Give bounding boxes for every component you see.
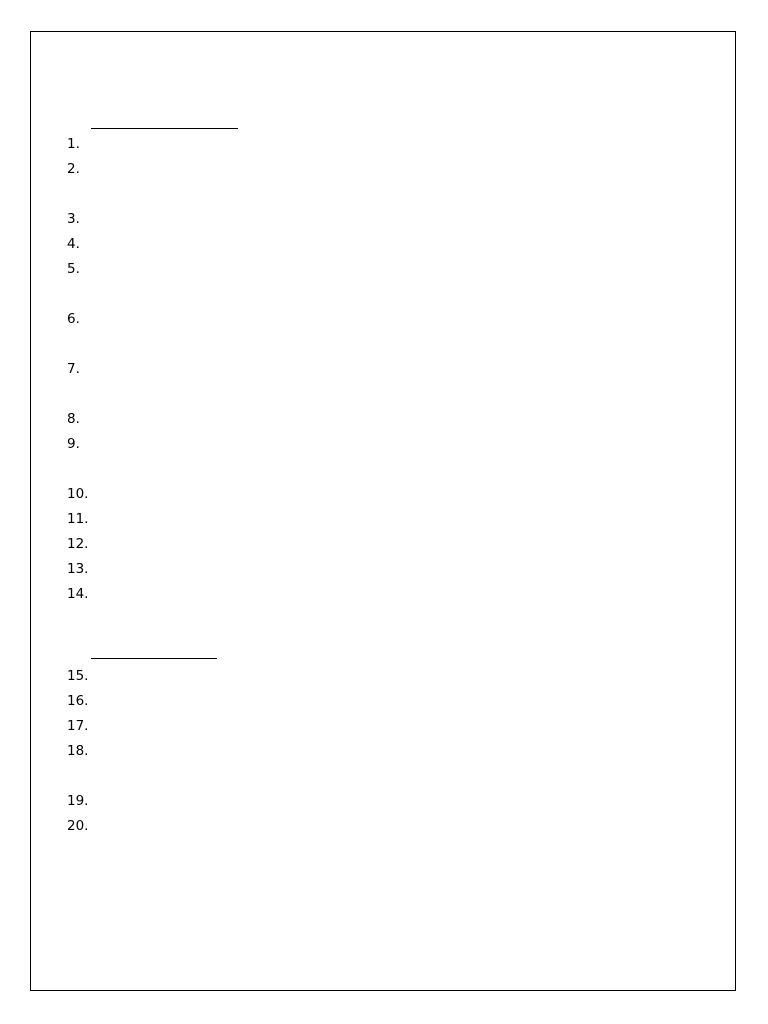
note-text: [91, 207, 731, 232]
note-text: [91, 432, 731, 482]
note-item: [67, 482, 731, 507]
note-number: 8.: [67, 411, 80, 427]
section-heading-1: [91, 104, 238, 129]
note-item: [67, 582, 731, 632]
note-number: 4.: [67, 236, 80, 252]
note-text: [91, 307, 731, 357]
note-text: [91, 532, 731, 557]
note-number: 10.: [67, 486, 89, 502]
note-text: [91, 814, 731, 839]
note-number: 13.: [67, 561, 89, 577]
note-number: 15.: [67, 668, 89, 684]
note-text: [91, 582, 731, 632]
note-item: [67, 689, 731, 714]
note-text: [91, 739, 731, 789]
note-number: 6.: [67, 311, 80, 327]
note-number: 18.: [67, 743, 89, 759]
note-text: [91, 232, 731, 257]
note-item: [67, 789, 731, 814]
note-text: [91, 357, 731, 407]
note-item: [67, 739, 731, 789]
note-number: 11.: [67, 511, 89, 527]
note-number: 14.: [67, 586, 89, 602]
note-item: [67, 814, 731, 839]
note-number: 12.: [67, 536, 89, 552]
note-text: [91, 132, 731, 157]
note-text: [91, 664, 731, 689]
note-number: 2.: [67, 161, 80, 177]
note-item: [67, 557, 731, 582]
section-heading-2: [91, 630, 217, 659]
note-number: 20.: [67, 818, 89, 834]
note-text: [91, 557, 731, 582]
note-item: [67, 507, 731, 532]
document-title: [31, 46, 737, 82]
note-item: [67, 714, 731, 739]
note-number: 9.: [67, 436, 80, 452]
note-item: [67, 157, 731, 207]
notes-list-part-2: [67, 664, 731, 839]
note-item: [67, 132, 731, 157]
note-text: [91, 407, 731, 432]
note-number: 3.: [67, 211, 80, 227]
note-text: [91, 157, 731, 207]
note-item: [67, 532, 731, 557]
note-number: 5.: [67, 261, 80, 277]
note-number: 1.: [67, 136, 80, 152]
note-text: [91, 689, 731, 714]
note-item: [67, 407, 731, 432]
note-text: [91, 714, 731, 739]
note-item: [67, 664, 731, 689]
document-page: [30, 31, 736, 991]
note-text: [91, 257, 731, 307]
note-text: [91, 789, 731, 814]
note-number: 19.: [67, 793, 89, 809]
note-item: [67, 357, 731, 407]
note-item: [67, 257, 731, 307]
note-text: [91, 482, 731, 507]
note-item: [67, 232, 731, 257]
note-number: 16.: [67, 693, 89, 709]
note-text: [91, 507, 731, 532]
note-item: [67, 307, 731, 357]
notes-list-part-1: [67, 132, 731, 632]
note-item: [67, 207, 731, 232]
note-number: 7.: [67, 361, 80, 377]
note-number: 17.: [67, 718, 89, 734]
note-item: [67, 432, 731, 482]
